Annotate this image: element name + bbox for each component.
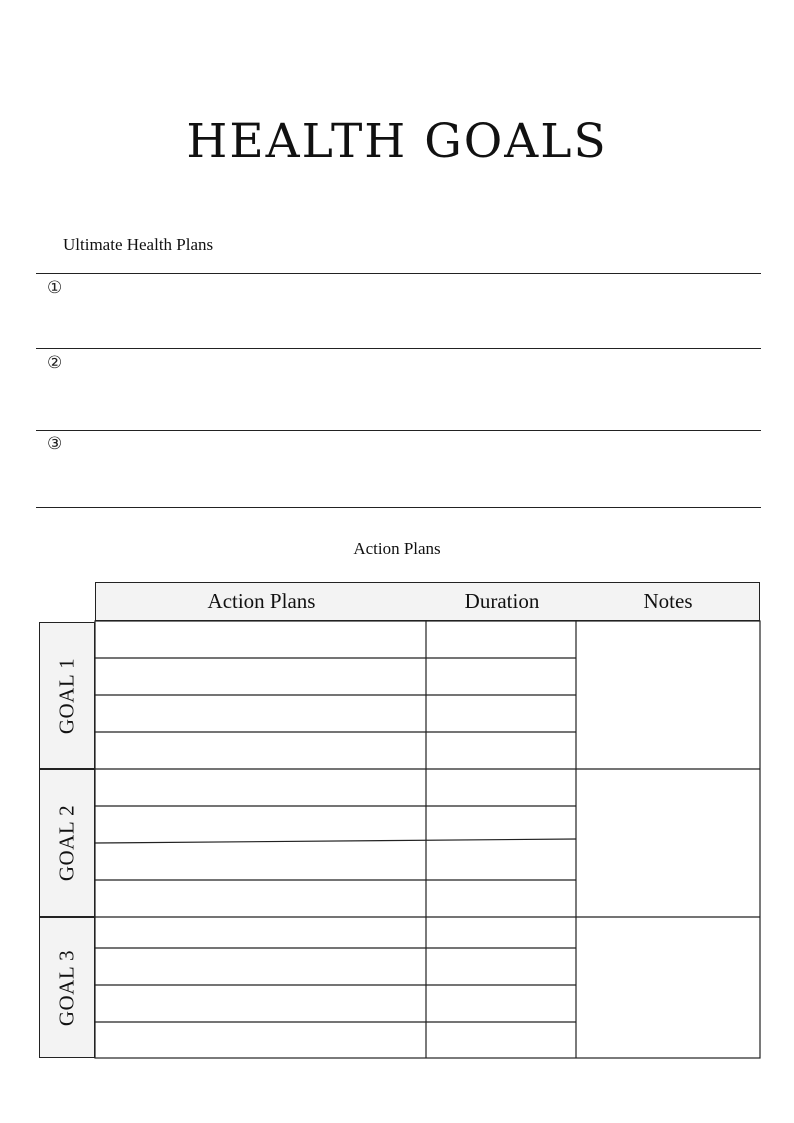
plan-number-3: ③ [47,434,63,454]
action-plans-heading: Action Plans [353,539,441,558]
table-frame [95,621,760,1058]
goal-1-text: GOAL 1 [54,657,79,734]
plan-number-2: ② [47,353,63,373]
goal-2-text: GOAL 2 [54,804,79,882]
column-header-duration: Duration [464,589,540,613]
ultimate-plans-heading: Ultimate Health Plans [63,235,214,254]
plan-number-1: ① [47,278,63,298]
row-line [95,839,576,843]
page-title: HEALTH GOALS [186,114,608,169]
goal-3-text: GOAL 3 [54,949,79,1026]
column-header-notes: Notes [643,589,693,613]
column-header-action-plans: Action Plans [207,589,316,613]
